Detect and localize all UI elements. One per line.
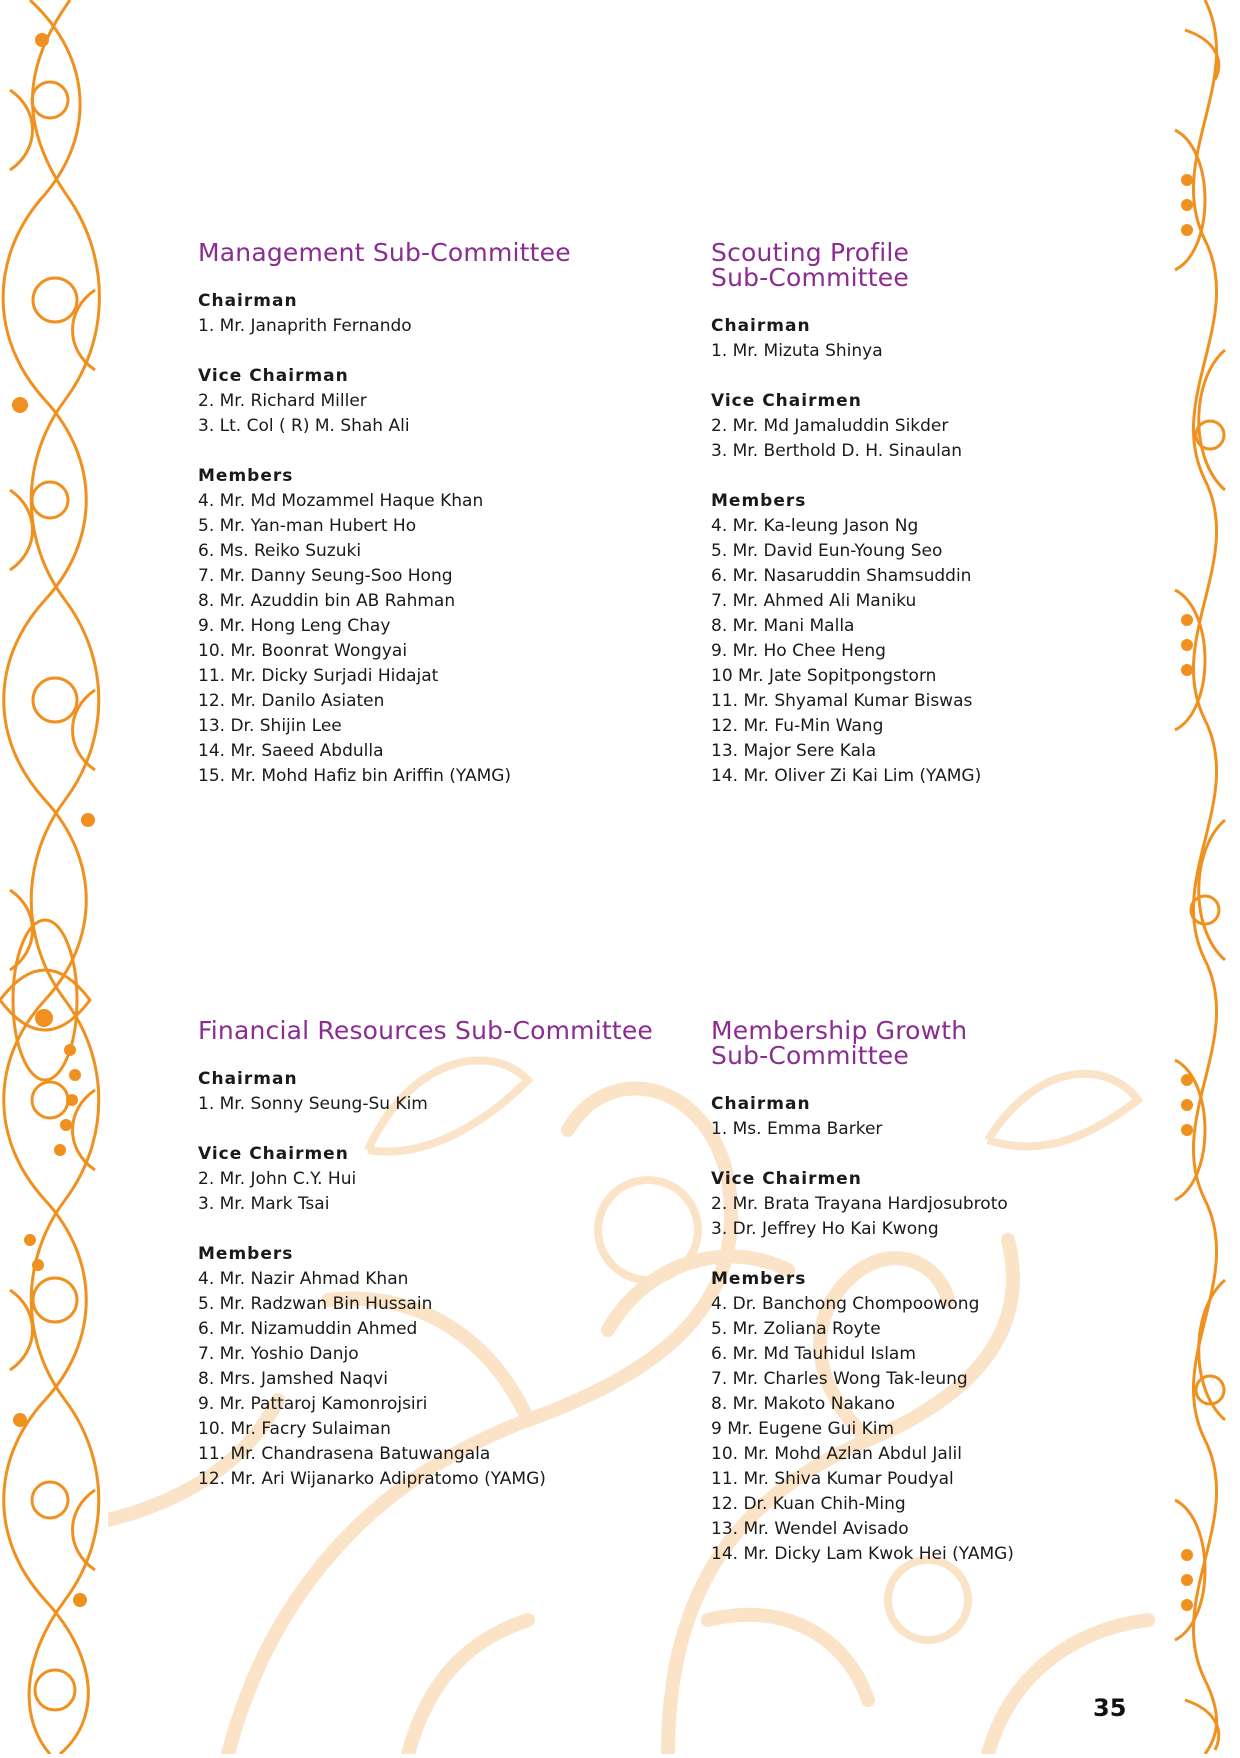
member-name: 5. Mr. Zoliana Royte — [711, 1319, 881, 1339]
committee-title-line: Membership Growth — [711, 1016, 968, 1045]
member-name: 2. Mr. Brata Trayana Hardjosubroto — [711, 1194, 1008, 1214]
role-chairman — [711, 314, 1191, 364]
member-name: 14. Mr. Saeed Abdulla — [198, 741, 384, 761]
role-title: Members — [198, 466, 294, 486]
member-name: 13. Mr. Wendel Avisado — [711, 1519, 909, 1539]
role-members — [198, 464, 678, 789]
role-vice-chairmen — [711, 1167, 1191, 1242]
member-name: 8. Mr. Azuddin bin AB Rahman — [198, 591, 456, 611]
role-title: Chairman — [198, 291, 298, 311]
role-title: Chairman — [711, 1094, 811, 1114]
role-title: Chairman — [198, 1069, 298, 1089]
member-name: 7. Mr. Ahmed Ali Maniku — [711, 591, 917, 611]
committee-title — [198, 1018, 678, 1043]
role-chairman — [198, 289, 678, 339]
role-title: Vice Chairman — [198, 366, 349, 386]
role-vice-chairman — [198, 364, 678, 439]
page-number: 35 — [1093, 1694, 1127, 1722]
member-name: 9. Mr. Hong Leng Chay — [198, 616, 391, 636]
member-name: 4. Dr. Banchong Chompoowong — [711, 1294, 980, 1314]
member-name: 10. Mr. Boonrat Wongyai — [198, 641, 408, 661]
committee-financial-resources — [198, 1018, 678, 1517]
member-name: 6. Mr. Nizamuddin Ahmed — [198, 1319, 418, 1339]
role-vice-chairmen — [711, 389, 1191, 464]
member-name: 5. Mr. Yan-man Hubert Ho — [198, 516, 417, 536]
member-name: 11. Mr. Dicky Surjadi Hidajat — [198, 666, 439, 686]
member-name: 14. Mr. Oliver Zi Kai Lim (YAMG) — [711, 766, 982, 786]
member-name: 10. Mr. Facry Sulaiman — [198, 1419, 391, 1439]
member-name: 7. Mr. Charles Wong Tak-leung — [711, 1369, 968, 1389]
member-name: 2. Mr. John C.Y. Hui — [198, 1169, 357, 1189]
left-ornamental-border — [0, 0, 108, 1754]
member-name: 3. Mr. Berthold D. H. Sinaulan — [711, 441, 962, 461]
member-name: 3. Dr. Jeffrey Ho Kai Kwong — [711, 1219, 939, 1239]
member-name: 8. Mrs. Jamshed Naqvi — [198, 1369, 388, 1389]
member-name: 12. Dr. Kuan Chih-Ming — [711, 1494, 906, 1514]
member-name: 10. Mr. Mohd Azlan Abdul Jalil — [711, 1444, 962, 1464]
member-name: 8. Mr. Makoto Nakano — [711, 1394, 895, 1414]
member-name: 11. Mr. Shyamal Kumar Biswas — [711, 691, 973, 711]
member-name: 6. Mr. Md Tauhidul Islam — [711, 1344, 916, 1364]
committee-title — [711, 1018, 1191, 1068]
committee-title-line: Sub-Committee — [711, 1041, 909, 1070]
member-name: 5. Mr. Radzwan Bin Hussain — [198, 1294, 433, 1314]
role-title: Members — [711, 491, 807, 511]
committee-title-line: Sub-Committee — [711, 263, 909, 292]
member-name: 15. Mr. Mohd Hafiz bin Ariffin (YAMG) — [198, 766, 512, 786]
role-chairman — [198, 1067, 678, 1117]
member-name: 13. Dr. Shijin Lee — [198, 716, 342, 736]
role-vice-chairmen — [198, 1142, 678, 1217]
member-name: 2. Mr. Md Jamaluddin Sikder — [711, 416, 949, 436]
member-name: 14. Mr. Dicky Lam Kwok Hei (YAMG) — [711, 1544, 1014, 1564]
role-title: Vice Chairmen — [198, 1144, 349, 1164]
member-name: 4. Mr. Nazir Ahmad Khan — [198, 1269, 409, 1289]
member-name: 1. Mr. Janaprith Fernando — [198, 316, 412, 336]
member-name: 10 Mr. Jate Sopitpongstorn — [711, 666, 937, 686]
member-name: 6. Mr. Nasaruddin Shamsuddin — [711, 566, 972, 586]
member-name: 7. Mr. Danny Seung-Soo Hong — [198, 566, 453, 586]
member-name: 8. Mr. Mani Malla — [711, 616, 855, 636]
member-name: 7. Mr. Yoshio Danjo — [198, 1344, 359, 1364]
role-members — [711, 1267, 1191, 1567]
role-title: Members — [711, 1269, 807, 1289]
member-name: 1. Mr. Sonny Seung-Su Kim — [198, 1094, 428, 1114]
member-name: 12. Mr. Ari Wijanarko Adipratomo (YAMG) — [198, 1469, 546, 1489]
member-name: 12. Mr. Danilo Asiaten — [198, 691, 385, 711]
member-name: 4. Mr. Md Mozammel Haque Khan — [198, 491, 484, 511]
member-name: 11. Mr. Shiva Kumar Poudyal — [711, 1469, 954, 1489]
committee-title — [198, 240, 678, 265]
role-members — [198, 1242, 678, 1492]
committee-management — [198, 240, 678, 814]
committee-title — [711, 240, 1191, 290]
member-name: 2. Mr. Richard Miller — [198, 391, 367, 411]
committee-title-line: Management Sub-Committee — [198, 238, 571, 267]
role-title: Members — [198, 1244, 294, 1264]
member-name: 11. Mr. Chandrasena Batuwangala — [198, 1444, 491, 1464]
role-title: Vice Chairmen — [711, 1169, 862, 1189]
member-name: 5. Mr. David Eun-Young Seo — [711, 541, 943, 561]
committee-title-line: Scouting Profile — [711, 238, 910, 267]
member-name: 3. Lt. Col ( R) M. Shah Ali — [198, 416, 410, 436]
role-members — [711, 489, 1191, 789]
member-name: 1. Mr. Mizuta Shinya — [711, 341, 883, 361]
member-name: 13. Major Sere Kala — [711, 741, 877, 761]
member-name: 9. Mr. Ho Chee Heng — [711, 641, 886, 661]
member-name: 6. Ms. Reiko Suzuki — [198, 541, 362, 561]
member-name: 3. Mr. Mark Tsai — [198, 1194, 330, 1214]
committee-membership-growth — [711, 1018, 1191, 1592]
role-title: Chairman — [711, 316, 811, 336]
role-title: Vice Chairmen — [711, 391, 862, 411]
committee-scouting-profile — [711, 240, 1191, 814]
member-name: 9 Mr. Eugene Gui Kim — [711, 1419, 895, 1439]
floral-border-icon — [0, 0, 108, 1754]
role-chairman — [711, 1092, 1191, 1142]
member-name: 12. Mr. Fu-Min Wang — [711, 716, 884, 736]
committee-title-line: Financial Resources Sub-Committee — [198, 1016, 654, 1045]
member-name: 9. Mr. Pattaroj Kamonrojsiri — [198, 1394, 428, 1414]
member-name: 1. Ms. Emma Barker — [711, 1119, 883, 1139]
member-name: 4. Mr. Ka-leung Jason Ng — [711, 516, 919, 536]
